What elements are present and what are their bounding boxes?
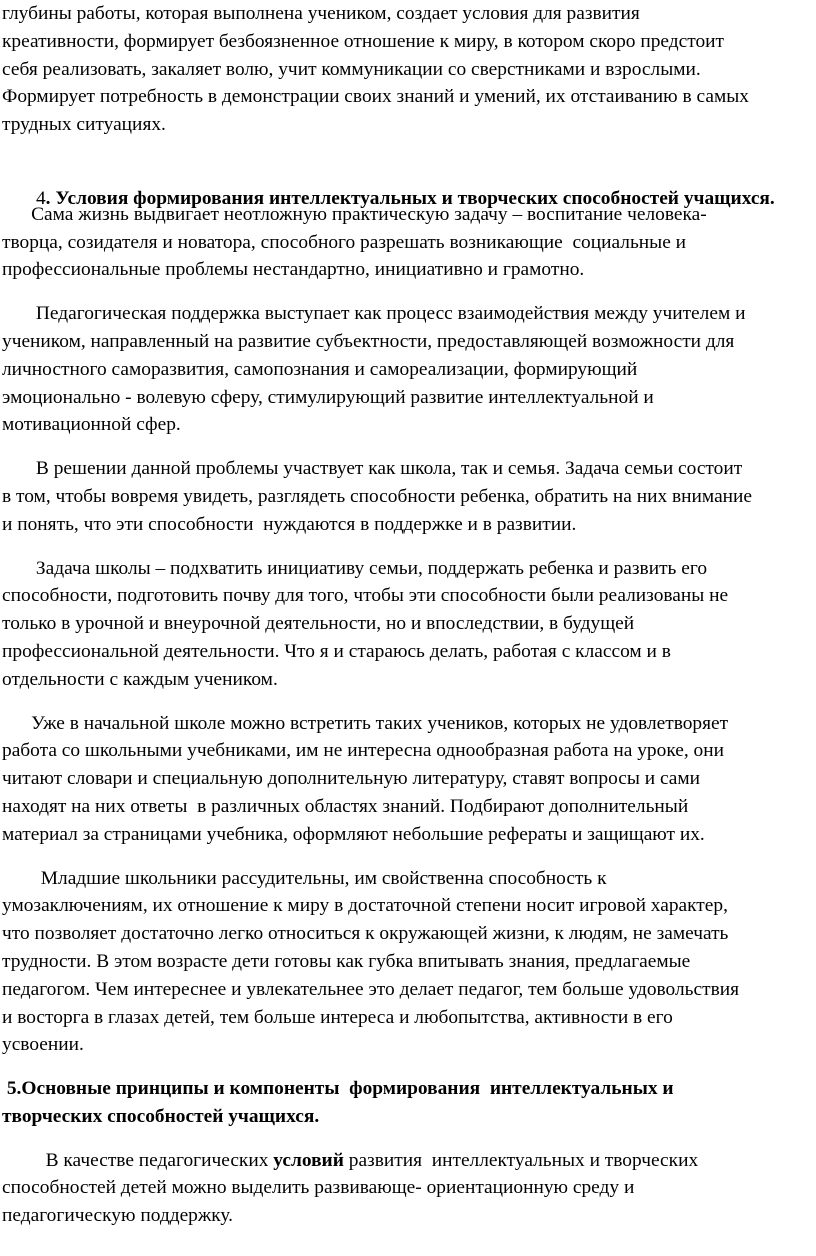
paragraph — [2, 201, 814, 284]
text-line: профессиональные проблемы нестандартно, инициативно и грамотно. — [2, 259, 585, 281]
text-line: находят на них ответы в различных областях знаний. Подбирают дополнительный — [2, 795, 689, 817]
paragraph-continuation — [2, 0, 814, 139]
document-page — [2, 0, 814, 1230]
text-line: педагогом. Чем интереснее и увлекательнее это делает педагог, тем больше удовольствия — [2, 978, 740, 1000]
text-line: только в урочной и внеурочной деятельности, но и впоследствии, в будущей — [2, 613, 635, 635]
text-line: и восторга в глазах детей, тем больше интереса и любопытства, активности в его — [2, 1006, 673, 1028]
paragraph — [2, 300, 814, 439]
text-segment: В качестве педагогических — [2, 1149, 274, 1171]
text-line: глубины работы, которая выполнена учеником, создает условия для развития — [2, 3, 640, 24]
paragraph — [2, 1147, 814, 1230]
text-line: что позволяет достаточно легко относиться к окружающей жизни, к людям, не замечать — [2, 923, 729, 945]
text-line: педагогическую поддержку. — [2, 1205, 234, 1227]
paragraph — [2, 555, 814, 694]
text-line: Уже в начальной школе можно встретить таких учеников, которых не удовлетворяет — [2, 712, 729, 734]
text-line: способности, подготовить почву для того, чтобы эти способности были реализованы не — [2, 585, 729, 607]
text-line: творца, созидателя и новатора, способного разрешать возникающие социальные и — [2, 231, 687, 253]
text-line: учеником, направленный на развитие субъектности, предоставляющей возможности для — [2, 330, 735, 352]
heading-text: . Условия формирования интеллектуальных и творческих способностей учащихся. — [45, 187, 775, 209]
text-line: отдельности с каждым учеником. — [2, 668, 278, 690]
text-line: мотивационной сфер. — [2, 414, 181, 436]
text-line: способностей детей можно выделить развивающе- ориентационную среду и — [2, 1177, 635, 1199]
text-line: Задача школы – подхватить инициативу семьи, поддержать ребенка и развить его — [2, 557, 708, 579]
text-line: Младшие школьники рассудительны, им свойственна способность к — [2, 867, 607, 889]
text-line: трудности. В этом возрасте дети готовы как губка впитывать знания, предлагаемые — [2, 950, 691, 972]
text-line: креативности, формирует безбоязненное отношение к миру, в котором скоро предстоит — [2, 30, 725, 52]
heading-line: творческих способностей учащихся. — [2, 1105, 320, 1127]
text-line: работа со школьными учебниками, им не интересна однообразная работа на уроке, они — [2, 740, 725, 762]
heading-number-value: 4 — [35, 187, 46, 209]
text-line: В решении данной проблемы участвует как школа, так и семья. Задача семьи состоит — [2, 458, 743, 480]
heading-line: 5.Основные принципы и компоненты формирования интеллектуальных и — [2, 1078, 674, 1100]
text-line: умозаключениям, их отношение к миру в достаточной степени носит игровой характер, — [2, 895, 728, 917]
text-line: эмоционально - волевую сферу, стимулирующий развитие интеллектуальной и — [2, 386, 654, 408]
text-line — [2, 1147, 814, 1175]
text-line: трудных ситуациях. — [2, 114, 166, 136]
bold-term: условий — [273, 1149, 344, 1171]
text-line: Педагогическая поддержка выступает как процесс взаимодействия между учителем и — [2, 303, 746, 325]
section-heading-4 — [2, 157, 814, 209]
text-line: читают словари и специальную дополнительную литературу, ставят вопросы и сами — [2, 768, 701, 790]
text-line: материал за страницами учебника, оформляют небольшие рефераты и защищают их. — [2, 823, 705, 845]
text-line: усвоении. — [2, 1034, 84, 1056]
text-line: профессиональной деятельности. Что я и стараюсь делать, работая с классом и в — [2, 640, 671, 662]
paragraph — [2, 865, 814, 1060]
text-line: себя реализовать, закаляет волю, учит коммуникации со сверстниками и взрослыми. — [2, 58, 701, 80]
text-line: в том, чтобы вовремя увидеть, разглядеть способности ребенка, обратить на них внимание — [2, 485, 753, 507]
paragraph — [2, 710, 814, 849]
text-line: Сама жизнь выдвигает неотложную практическую задачу – воспитание человека- — [2, 203, 707, 225]
text-line: и понять, что эти способности нуждаются в поддержке и в развитии. — [2, 513, 577, 535]
text-line: Формирует потребность в демонстрации своих знаний и умений, их отстаиванию в самых — [2, 86, 749, 108]
text-segment: развития интеллектуальных и творческих — [343, 1149, 699, 1171]
section-heading-5 — [2, 1075, 814, 1131]
text-line: личностного саморазвития, самопознания и самореализации, формирующий — [2, 358, 638, 380]
paragraph — [2, 455, 814, 538]
